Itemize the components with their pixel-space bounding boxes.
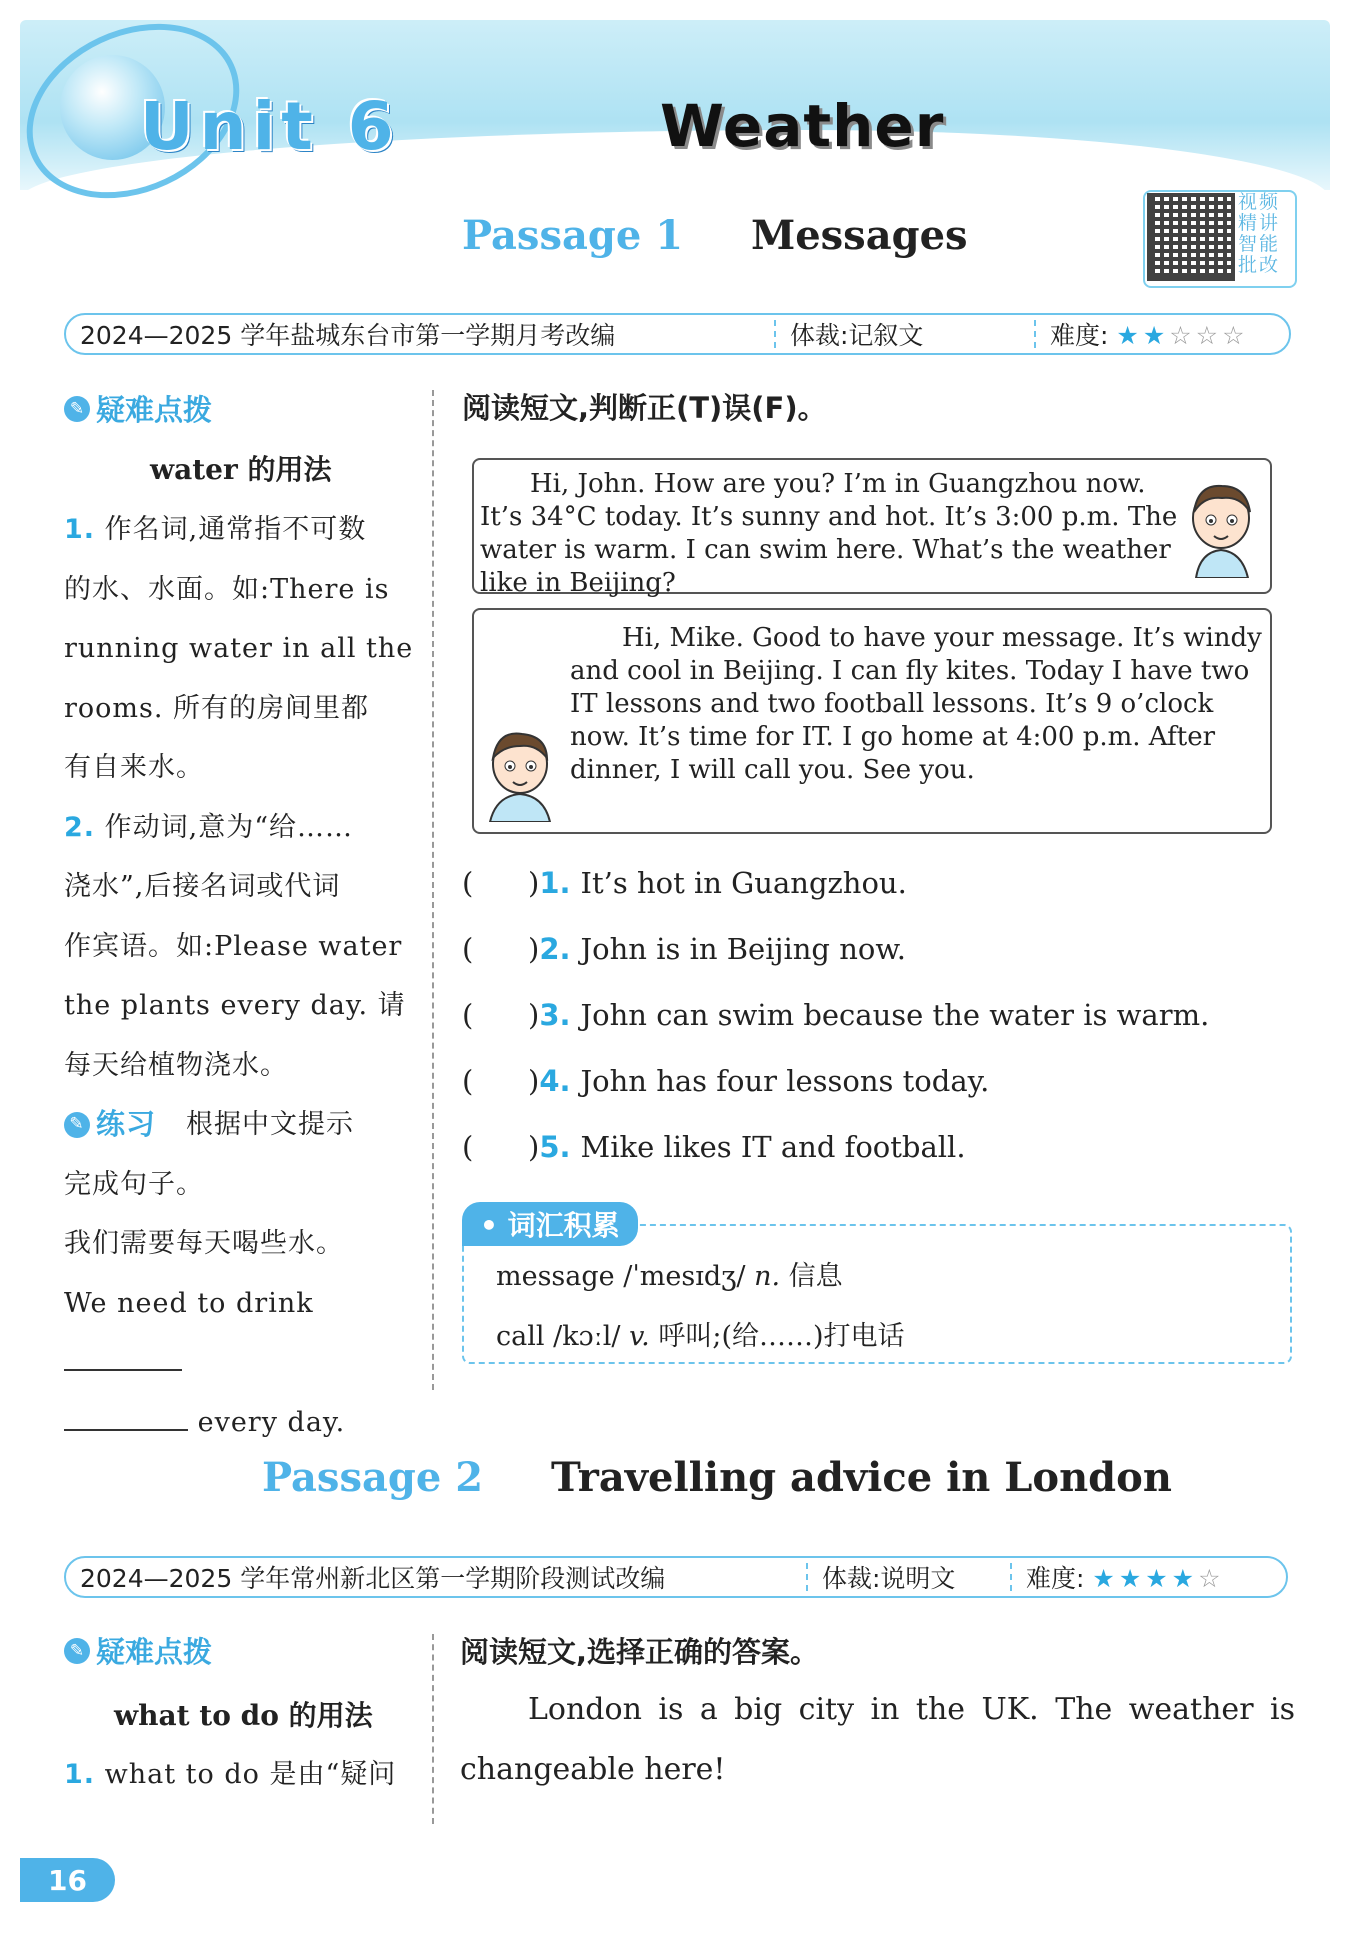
passage2-label: Passage 2	[262, 1454, 484, 1501]
tip2-line: 作宾语。如:Please water	[64, 930, 403, 962]
passage1-title: Messages	[750, 212, 968, 259]
pencil-icon: ✎	[64, 1638, 90, 1664]
tip1-number: 1.	[64, 1759, 96, 1790]
question-item[interactable]	[462, 1064, 1282, 1130]
question-number: 3.	[539, 998, 571, 1032]
boy-avatar-icon	[1182, 474, 1260, 578]
question-text: John can swim because the water is warm.	[580, 998, 1210, 1032]
question-item[interactable]	[462, 998, 1282, 1064]
practice-english-1	[64, 1274, 414, 1393]
pencil-icon: ✎	[64, 1112, 90, 1138]
passage2-tip1	[64, 1752, 396, 1791]
practice-en-text: We need to drink	[64, 1287, 314, 1319]
question-text: John is in Beijing now.	[580, 932, 906, 966]
qr-label: 视频精讲智能批改	[1238, 191, 1281, 276]
tip1-line: what to do 是由“疑问	[104, 1759, 397, 1790]
passage2-infobar	[64, 1556, 1288, 1598]
star-icon: ☆	[1222, 321, 1249, 350]
question-text: It’s hot in Guangzhou.	[580, 866, 907, 900]
passage1-heading	[462, 212, 968, 259]
passage1-tip-list	[64, 500, 414, 1452]
unit-theme-title: Weather	[660, 92, 945, 160]
star-icon: ★	[1145, 1564, 1172, 1593]
tip1-line: rooms. 所有的房间里都	[64, 692, 370, 724]
vocab-meaning: 呼叫;(给……)打电话	[658, 1321, 905, 1352]
vocab-heading: • 词汇积累	[462, 1202, 638, 1246]
message-mike	[472, 608, 1272, 834]
tip2-number: 2.	[64, 811, 96, 843]
star-icon: ☆	[1195, 321, 1223, 350]
tip2-line: 浇水”,后接名词或代词	[64, 871, 341, 902]
passage2-title: Travelling advice in London	[550, 1454, 1172, 1501]
star-icon: ★	[1171, 1564, 1199, 1593]
passage2-tips-heading	[64, 1630, 212, 1671]
boy-avatar-icon	[480, 722, 560, 822]
vocab-item	[496, 1254, 843, 1293]
tip1-number: 1.	[64, 514, 96, 545]
tip1-line: 的水、水面。如:There is	[64, 573, 390, 605]
passage1-instruction: 阅读短文,判断正(T)误(F)。	[462, 391, 827, 425]
answer-paren-open[interactable]: (	[462, 1064, 474, 1098]
tip1-line: 有自来水。	[64, 752, 204, 783]
answer-paren-close: )	[528, 998, 540, 1032]
passage1-tips-subtitle: water 的用法	[150, 453, 332, 486]
practice-heading-text: 练习	[96, 1107, 157, 1141]
difficulty-label: 难度:	[1050, 321, 1109, 350]
passage1-label: Passage 1	[462, 212, 684, 259]
column-divider	[432, 1634, 434, 1824]
question-item[interactable]	[462, 866, 1282, 932]
vocab-item	[496, 1314, 905, 1353]
unit-title: Unit 6	[140, 88, 400, 165]
message-john	[472, 458, 1272, 598]
answer-paren-close: )	[528, 932, 540, 966]
star-icon: ☆	[1198, 1564, 1225, 1593]
difficulty-stars	[1116, 321, 1248, 350]
answer-paren-close: )	[528, 1064, 540, 1098]
vocab-meaning: 信息	[788, 1261, 843, 1292]
vocab-phonetic: /kɔːl/	[553, 1321, 621, 1352]
practice-chinese: 我们需要每天喝些水。	[64, 1228, 344, 1259]
answer-paren-open[interactable]: (	[462, 998, 474, 1032]
vocab-pos: n.	[754, 1261, 781, 1292]
tip2	[64, 798, 414, 858]
message-mike-text: Hi, Mike. Good to have your message. It’s windy and cool in Beijing. I can fly kites. Today I have two IT lessons and two football lessons. It’s 9 o’clock now. It’s time for IT. I go home at 4:00 p.m. After dinner, I will call you. See you.	[570, 623, 1262, 785]
tip2-line: 每天给植物浇水。	[64, 1049, 288, 1081]
vocab-phonetic: /ˈmesɪdʒ/	[623, 1261, 746, 1292]
passage1-infobar	[64, 313, 1291, 355]
tip2-line: the plants every day. 请	[64, 990, 406, 1021]
practice-heading	[64, 1095, 414, 1155]
passage2-text-line2: changeable here!	[460, 1752, 726, 1787]
question-item[interactable]	[462, 932, 1282, 998]
question-item[interactable]	[462, 1130, 1282, 1196]
question-text: Mike likes IT and football.	[580, 1130, 966, 1164]
question-text: John has four lessons today.	[580, 1064, 990, 1098]
vocab-word: message	[496, 1261, 615, 1292]
passage2-source: 2024—2025 学年常州新北区第一学期阶段测试改编	[80, 1564, 666, 1593]
answer-paren-close: )	[528, 866, 540, 900]
question-list	[462, 866, 1282, 1196]
star-icon: ☆	[1169, 321, 1196, 350]
passage1-source: 2024—2025 学年盐城东台市第一学期月考改编	[80, 321, 616, 350]
tip2-line: 作动词,意为“给……	[104, 811, 354, 843]
question-number: 4.	[539, 1064, 571, 1098]
tip1	[64, 500, 414, 560]
passage1-tips-heading	[64, 388, 212, 429]
star-icon: ★	[1142, 321, 1170, 350]
passage2-text-line1: London is a big city in the UK. The weather is	[528, 1692, 1295, 1727]
answer-paren-open[interactable]: (	[462, 866, 474, 900]
passage1-difficulty	[1036, 316, 1263, 352]
answer-blank[interactable]	[64, 1429, 188, 1431]
answer-paren-open[interactable]: (	[462, 1130, 474, 1164]
practice-english-2	[64, 1393, 414, 1453]
vocab-pos: v.	[629, 1321, 650, 1352]
answer-blank[interactable]	[64, 1369, 182, 1371]
page-number: 16	[20, 1858, 115, 1902]
passage2-instruction: 阅读短文,选择正确的答案。	[460, 1635, 820, 1669]
tips-heading-text: 疑难点拨	[96, 1635, 213, 1669]
passage2-tips-subtitle: what to do 的用法	[114, 1699, 373, 1732]
star-icon: ★	[1118, 1564, 1146, 1593]
answer-paren-open[interactable]: (	[462, 932, 474, 966]
question-number: 1.	[539, 866, 571, 900]
star-icon: ★	[1116, 321, 1143, 350]
tip1-line: 作名词,通常指不可数	[104, 514, 367, 545]
qr-code-icon[interactable]	[1147, 193, 1235, 281]
question-number: 2.	[539, 932, 571, 966]
pencil-icon: ✎	[64, 396, 90, 422]
answer-paren-close: )	[528, 1130, 540, 1164]
practice-line: 完成句子。	[64, 1168, 204, 1200]
passage2-difficulty	[1012, 1559, 1239, 1595]
message-john-text: Hi, John. How are you? I’m in Guangzhou now. It’s 34°C today. It’s sunny and hot. It’s 3:00 p.m. The water is warm. I can swim here. What’s the weather like in Beijing?	[480, 469, 1178, 598]
passage1-genre: 体裁:记叙文	[790, 321, 924, 350]
question-number: 5.	[539, 1130, 571, 1164]
practice-en-text: every day.	[197, 1406, 346, 1438]
passage2-genre: 体裁:说明文	[822, 1564, 956, 1593]
vocab-heading-text: 词汇积累	[507, 1209, 620, 1242]
passage2-heading	[262, 1454, 1172, 1501]
practice-prompt: 根据中文提示	[186, 1109, 355, 1140]
tip1-line: running water in all the	[64, 633, 414, 664]
column-divider	[432, 390, 434, 1390]
difficulty-stars	[1092, 1564, 1224, 1593]
difficulty-label: 难度:	[1026, 1564, 1085, 1593]
practice-label	[64, 1095, 156, 1155]
tips-heading-text: 疑难点拨	[96, 393, 213, 427]
vocab-word: call	[496, 1321, 545, 1352]
star-icon: ★	[1092, 1564, 1119, 1593]
